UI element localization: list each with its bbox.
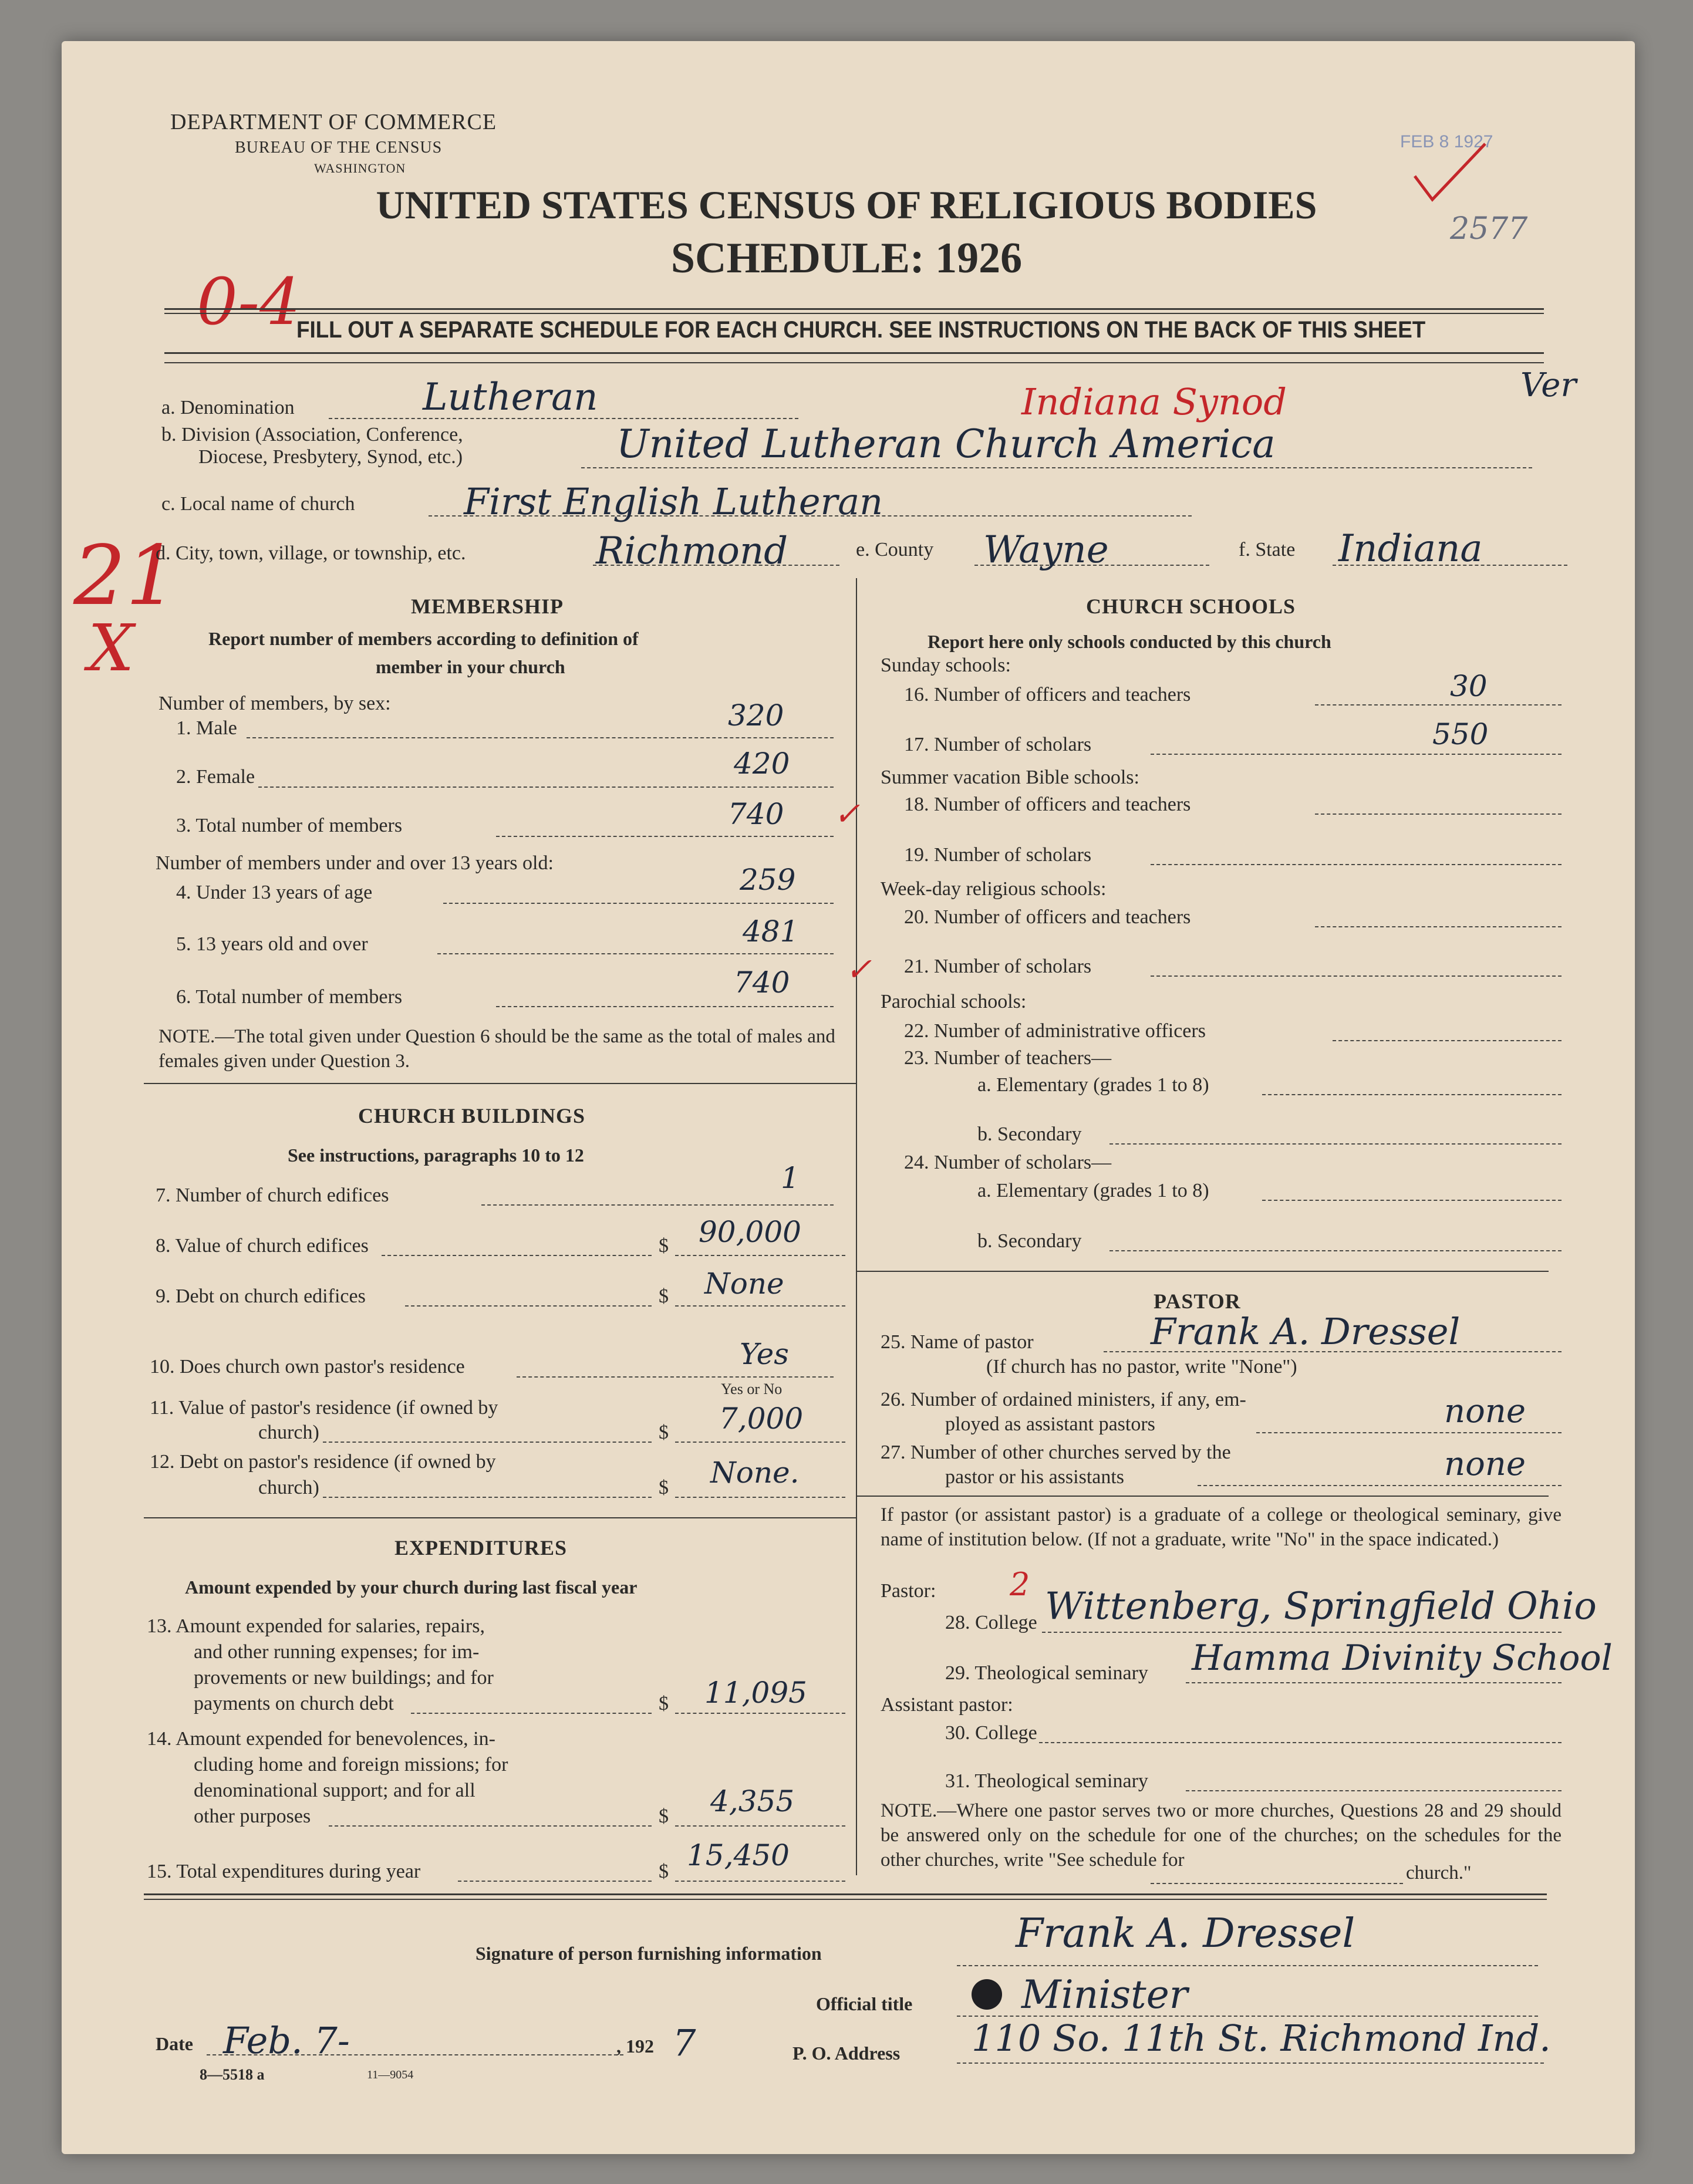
q9-value[interactable]: None	[704, 1267, 784, 1301]
q26-label: 26. Number of ordained ministers, if any, em-	[881, 1389, 1246, 1410]
q23b-line	[1109, 1143, 1562, 1145]
division-value[interactable]: United Lutheran Church America	[616, 421, 1276, 467]
year-value[interactable]: 7	[673, 2021, 696, 2064]
summer-schools-label: Summer vacation Bible schools:	[881, 767, 1139, 788]
q16-label: 16. Number of officers and teachers	[904, 684, 1191, 706]
q17-line	[1151, 754, 1562, 755]
q18-label: 18. Number of officers and teachers	[904, 794, 1191, 815]
q23a-label: a. Elementary (grades 1 to 8)	[977, 1074, 1209, 1096]
q6-line	[496, 1006, 834, 1007]
synod-note: Indiana Synod	[1021, 380, 1287, 423]
q26-value[interactable]: none	[1444, 1392, 1526, 1430]
rule	[144, 1083, 856, 1084]
membership-intro-2: member in your church	[376, 656, 565, 677]
q11-label: 11. Value of pastor's residence (if owned by	[150, 1397, 498, 1419]
q10-label: 10. Does church own pastor's residence	[150, 1356, 465, 1378]
q9-line	[405, 1305, 652, 1307]
q27-label-2: pastor or his assistants	[945, 1466, 1125, 1488]
form-subtitle: SCHEDULE: 1926	[670, 234, 1023, 282]
q7-value[interactable]: 1	[781, 1161, 800, 1195]
instruction-banner: FILL OUT A SEPARATE SCHEDULE FOR EACH CHURCH. SEE INSTRUCTIONS ON THE BACK OF THIS SHEET	[296, 317, 1426, 343]
expenditures-intro: Amount expended by your church during last fiscal year	[185, 1577, 638, 1598]
membership-note: NOTE.—The total given under Question 6 should be the same as the total of males and females given under Question 3.	[158, 1026, 835, 1072]
members-by-age-label: Number of members under and over 13 years old:	[156, 852, 554, 874]
q12-value[interactable]: None.	[710, 1456, 800, 1490]
q2-value[interactable]: 420	[734, 747, 790, 781]
rule	[144, 1899, 1547, 1900]
local-name-label: c. Local name of church	[161, 493, 355, 515]
q12-label: 12. Debt on pastor's residence (if owned by	[150, 1451, 496, 1473]
county-value[interactable]: Wayne	[983, 528, 1109, 572]
q30-label: 30. College	[945, 1722, 1037, 1744]
q28-line	[1042, 1632, 1562, 1633]
q4-value[interactable]: 259	[740, 863, 796, 897]
check-mark-icon: ✓	[834, 795, 861, 832]
q14-label-2: cluding home and foreign missions; for	[194, 1754, 508, 1775]
rule	[164, 362, 1544, 363]
q14-label: 14. Amount expended for benevolences, in-	[147, 1728, 495, 1750]
q14-amount-line	[675, 1825, 845, 1827]
date-value[interactable]: Feb. 7-	[223, 2019, 350, 2062]
ink-blot-icon	[972, 1979, 1002, 2010]
q8-label: 8. Value of church edifices	[156, 1235, 369, 1257]
q12-label-2: church)	[258, 1477, 319, 1498]
q27-label: 27. Number of other churches served by the	[881, 1442, 1231, 1463]
q12-amount-line	[675, 1497, 845, 1498]
check-mark-icon: ✓	[845, 951, 872, 988]
q14-label-4: other purposes	[194, 1805, 311, 1827]
q29-label: 29. Theological seminary	[945, 1662, 1148, 1684]
q16-line	[1315, 704, 1562, 706]
q11-dollar: $	[659, 1422, 669, 1443]
state-label: f. State	[1239, 539, 1296, 561]
q13-label-3: provements or new buildings; and for	[194, 1667, 494, 1689]
po-address-line	[957, 2063, 1544, 2064]
q24b-line	[1109, 1250, 1562, 1251]
denomination-label: a. Denomination	[161, 397, 295, 418]
city-label: d. City, town, village, or township, etc.	[156, 542, 466, 564]
q17-value[interactable]: 550	[1432, 717, 1489, 751]
city-value[interactable]: Richmond	[596, 529, 788, 573]
q23b-label: b. Secondary	[977, 1123, 1082, 1145]
division-line	[581, 467, 1532, 468]
red-mark-left: 21	[73, 528, 178, 624]
q14-dollar: $	[659, 1805, 669, 1827]
q17-label: 17. Number of scholars	[904, 734, 1092, 755]
q21-label: 21. Number of scholars	[904, 956, 1092, 977]
expenditures-heading: EXPENDITURES	[394, 1536, 568, 1559]
q12-line	[323, 1497, 652, 1498]
po-address-label: P. O. Address	[792, 2043, 901, 2064]
q7-line	[481, 1204, 834, 1206]
q13-amount-line	[675, 1713, 845, 1714]
q29-value[interactable]: Hamma Divinity School	[1192, 1638, 1613, 1679]
q31-line	[1186, 1790, 1562, 1791]
q4-line	[443, 903, 834, 904]
q31-label: 31. Theological seminary	[945, 1770, 1148, 1792]
q15-value[interactable]: 15,450	[687, 1838, 790, 1872]
q4-label: 4. Under 13 years of age	[176, 882, 373, 903]
city-name: WASHINGTON	[314, 161, 406, 175]
q23a-line	[1262, 1094, 1562, 1095]
official-title-label: Official title	[816, 1993, 913, 2014]
q20-label: 20. Number of officers and teachers	[904, 906, 1191, 928]
red-mark-x: X	[88, 610, 134, 686]
rule	[144, 1517, 856, 1518]
q20-line	[1315, 926, 1562, 927]
q22-label: 22. Number of administrative officers	[904, 1020, 1206, 1042]
buildings-heading: CHURCH BUILDINGS	[358, 1104, 586, 1128]
pastor-note: NOTE.—Where one pastor serves two or more churches, Questions 28 and 29 should be answered only on the schedule for one of the churches; on the schedules for the other churches, write "See schedule for	[881, 1800, 1562, 1871]
q8-dollar: $	[659, 1235, 669, 1257]
buildings-intro: See instructions, paragraphs 10 to 12	[288, 1145, 584, 1166]
weekday-schools-label: Week-day religious schools:	[881, 878, 1107, 900]
q1-line	[247, 737, 834, 738]
q24-label: 24. Number of scholars—	[904, 1152, 1112, 1173]
form-title: UNITED STATES CENSUS OF RELIGIOUS BODIES	[376, 183, 1317, 227]
q11-value[interactable]: 7,000	[719, 1402, 804, 1436]
q6-label: 6. Total number of members	[176, 986, 403, 1008]
q24a-label: a. Elementary (grades 1 to 8)	[977, 1180, 1209, 1201]
q2-label: 2. Female	[176, 766, 255, 788]
q10-value[interactable]: Yes	[740, 1337, 789, 1371]
rule	[856, 1496, 1549, 1497]
year-prefix: , 192	[616, 2036, 654, 2057]
assistant-pastor-subheading: Assistant pastor:	[881, 1694, 1013, 1716]
q10-hint: Yes or No	[721, 1380, 783, 1398]
print-number: 11—9054	[367, 2068, 414, 2081]
q19-label: 19. Number of scholars	[904, 844, 1092, 866]
schools-intro: Report here only schools conducted by this church	[928, 631, 1331, 652]
signature-value[interactable]: Frank A. Dressel	[1016, 1910, 1355, 1957]
q29-line	[1186, 1682, 1562, 1683]
q14-label-3: denominational support; and for all	[194, 1780, 475, 1801]
q26-label-2: ployed as assistant pastors	[945, 1413, 1155, 1435]
membership-intro: Report number of members according to definition of	[208, 628, 639, 649]
q25-value[interactable]: Frank A. Dressel	[1151, 1310, 1461, 1353]
red-mark-top: 0-4	[197, 264, 301, 339]
q14-value[interactable]: 4,355	[710, 1784, 795, 1818]
division-label: b. Division (Association, Conference,	[161, 424, 463, 445]
q28-value[interactable]: Wittenberg, Springfield Ohio	[1045, 1585, 1597, 1628]
rule	[856, 1271, 1549, 1272]
department-name: DEPARTMENT OF COMMERCE	[170, 110, 497, 134]
q1-value[interactable]: 320	[728, 698, 784, 732]
q13-dollar: $	[659, 1693, 669, 1714]
sunday-schools-label: Sunday schools:	[881, 654, 1011, 676]
q3-line	[496, 836, 834, 837]
q27-line	[1198, 1485, 1562, 1486]
column-divider	[856, 578, 857, 1875]
received-stamp: FEB 8 1927	[1400, 132, 1493, 151]
q2-line	[258, 786, 834, 788]
q14-line	[329, 1825, 652, 1827]
q24a-line	[1262, 1200, 1562, 1201]
rule	[144, 1893, 1547, 1895]
q9-amount-line	[675, 1305, 845, 1307]
q25-label: 25. Name of pastor	[881, 1331, 1034, 1353]
q15-label: 15. Total expenditures during year	[147, 1861, 421, 1882]
q6-value[interactable]: 740	[734, 966, 790, 1000]
q30-line	[1039, 1742, 1562, 1743]
signature-line	[957, 1965, 1538, 1966]
signature-label: Signature of person furnishing information	[475, 1943, 822, 1964]
po-address-value[interactable]: 110 So. 11th St. Richmond Ind.	[972, 2017, 1551, 2060]
q25-hint: (If church has no pastor, write "None")	[986, 1356, 1297, 1378]
q8-amount-line	[675, 1255, 845, 1256]
q18-line	[1315, 813, 1562, 815]
q3-label: 3. Total number of members	[176, 815, 403, 836]
pastor-heading: PASTOR	[1154, 1290, 1241, 1313]
pastor-red-mark: 2	[1010, 1566, 1030, 1603]
q16-value[interactable]: 30	[1450, 669, 1488, 703]
state-value[interactable]: Indiana	[1338, 527, 1483, 571]
division-label-2: Diocese, Presbytery, Synod, etc.)	[198, 446, 463, 468]
membership-heading: MEMBERSHIP	[411, 595, 564, 618]
q5-line	[437, 953, 834, 954]
q11-label-2: church)	[258, 1422, 319, 1443]
q11-amount-line	[675, 1442, 845, 1443]
rule	[164, 308, 1544, 310]
q13-value[interactable]: 11,095	[704, 1676, 807, 1710]
q13-label: 13. Amount expended for salaries, repairs,	[147, 1615, 485, 1637]
q1-label: 1. Male	[176, 717, 237, 739]
q3-value[interactable]: 740	[728, 797, 784, 831]
q12-dollar: $	[659, 1477, 669, 1498]
q10-line	[517, 1376, 834, 1378]
q21-line	[1151, 975, 1562, 977]
q9-dollar: $	[659, 1285, 669, 1307]
stamp-number: 2577	[1450, 211, 1528, 247]
rule	[164, 352, 1544, 354]
q15-dollar: $	[659, 1861, 669, 1882]
official-title-value[interactable]: Minister	[1021, 1972, 1188, 2017]
pastor-subheading: Pastor:	[881, 1580, 936, 1602]
q15-line	[458, 1881, 652, 1882]
q5-label: 5. 13 years old and over	[176, 933, 368, 955]
q15-amount-line	[675, 1881, 845, 1882]
date-label: Date	[156, 2033, 193, 2054]
q13-line	[411, 1713, 652, 1714]
q7-label: 7. Number of church edifices	[156, 1184, 389, 1206]
q13-label-2: and other running expenses; for im-	[194, 1641, 480, 1663]
q8-line	[382, 1255, 652, 1256]
q27-value[interactable]: none	[1444, 1445, 1526, 1483]
rule	[164, 313, 1544, 314]
bureau-name: BUREAU OF THE CENSUS	[235, 139, 443, 157]
q23-label: 23. Number of teachers—	[904, 1047, 1112, 1069]
schools-heading: CHURCH SCHOOLS	[1086, 595, 1296, 618]
q13-label-4: payments on church debt	[194, 1693, 394, 1714]
q5-value[interactable]: 481	[743, 914, 799, 948]
members-by-sex-label: Number of members, by sex:	[158, 693, 391, 714]
q11-line	[323, 1442, 652, 1443]
q26-line	[1256, 1432, 1562, 1433]
division-note: Ver	[1520, 366, 1577, 404]
form-number: 8—5518 a	[200, 2066, 265, 2083]
graduate-note: If pastor (or assistant pastor) is a graduate of a college or theological seminary, give name of institution below. (If not a graduate, write "No" in the space indicated.)	[881, 1504, 1562, 1550]
local-name-value[interactable]: First English Lutheran	[464, 480, 883, 523]
q24b-label: b. Secondary	[977, 1230, 1082, 1252]
county-label: e. County	[856, 539, 934, 561]
q8-value[interactable]: 90,000	[699, 1215, 801, 1249]
q22-line	[1333, 1040, 1562, 1041]
see-schedule-line	[1151, 1883, 1403, 1884]
q28-label: 28. College	[945, 1612, 1037, 1633]
q19-line	[1151, 864, 1562, 865]
parochial-schools-label: Parochial schools:	[881, 991, 1027, 1012]
q9-label: 9. Debt on church edifices	[156, 1285, 366, 1307]
pastor-note-end: church."	[1406, 1862, 1472, 1883]
denomination-value[interactable]: Lutheran	[423, 376, 598, 419]
